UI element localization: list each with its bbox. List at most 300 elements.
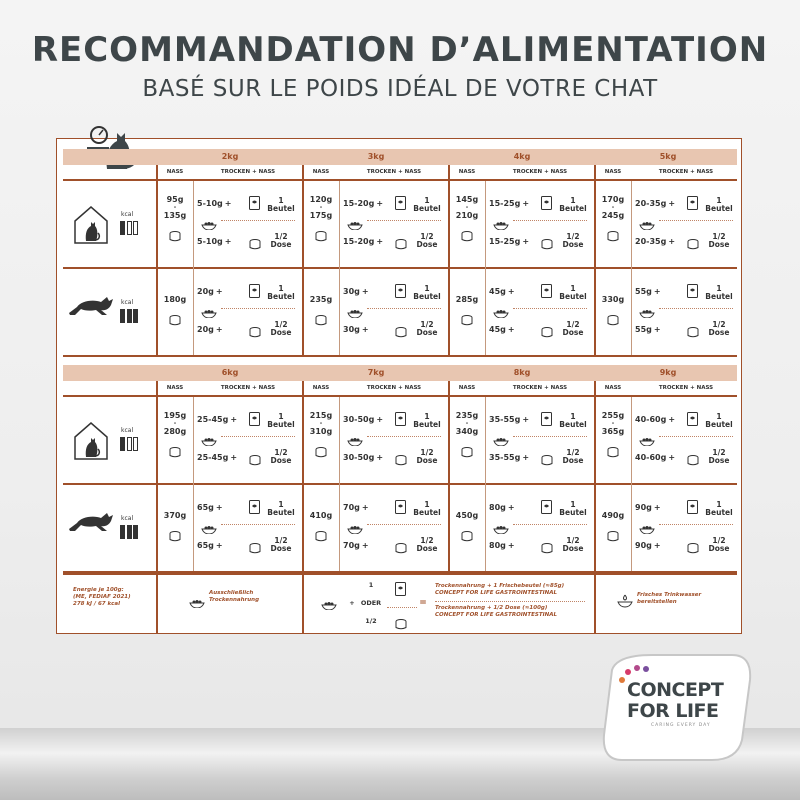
kcal-label: kcal [121,515,134,522]
nass-amount-part: 280g [163,427,187,436]
pouch-word: Beutel [705,204,733,213]
dry-amount-with-pouch [489,199,531,208]
can-icon [541,451,553,470]
nass-amount: 180g [163,295,187,304]
nass-amount-part: - [319,420,323,427]
weight-label: 2kg [221,152,239,161]
nass-amount: 285g [455,295,479,304]
dry-amount-with-can [343,237,385,246]
pouch-count: 1 [278,500,284,509]
pouch-word: Beutel [559,420,587,429]
row-divider [63,355,737,357]
can-word: Dose [270,456,292,465]
col-nass-label: NASS [312,385,330,391]
dry-amount-with-pouch [635,415,677,424]
pouch-icon [395,195,406,214]
dry-amount: 70g [343,541,360,550]
nass-amount-part: - [173,204,177,211]
plus-sign: + [507,503,515,512]
can-fraction: 1/2 [420,536,434,545]
active-cat-icon [67,293,117,321]
pouch-unit [701,413,737,429]
energy-line: (ME, FEDIAF 2021) [73,594,131,600]
pouch-unit [409,501,445,517]
dry-bowl-icon [201,431,217,450]
kcal-label: kcal [121,299,134,306]
pouch-icon [687,411,698,430]
energy-level-bars [120,525,138,539]
col-divider [302,165,304,355]
nass-amount-part: 340g [455,427,479,436]
can-fraction: 1/2 [274,320,288,329]
dry-amount-with-can [197,453,239,462]
can-icon [687,451,699,470]
plus-sign: + [230,453,238,462]
pouch-word: Beutel [705,508,733,517]
col-subdivider [193,397,194,571]
col-mix-label: TROCKEN + NASS [220,169,276,175]
col-mix-label: TROCKEN + NASS [512,385,568,391]
can-unit [263,537,299,553]
dry-amount: 15-25g [489,199,521,208]
pouch-icon [541,411,552,430]
can-word: Dose [416,544,438,553]
legend-can [435,605,595,619]
pouch-icon [687,283,698,302]
can-icon [461,443,473,462]
nass-amount-part: 245g [601,211,625,220]
col-divider [302,381,304,571]
row-divider [63,395,737,397]
weight-label: 5kg [659,152,677,161]
col-nass-label: NASS [458,169,476,175]
energy-level-bars [120,221,138,235]
page-title: RECOMMANDATION D’ALIMENTATION [31,30,769,70]
dry-amount: 70g [343,503,360,512]
col-nass-label: NASS [312,169,330,175]
pouch-word: Beutel [705,420,733,429]
dotted-separator [659,436,733,437]
combo-half: 1/2 [365,617,377,625]
water-bowl-icon [617,593,633,612]
combo-one: 1 [368,581,374,589]
can-icon [315,527,327,546]
pouch-count: 1 [278,196,284,205]
can-word: Dose [416,456,438,465]
dry-bowl-icon [201,303,217,322]
pouch-count: 1 [424,412,430,421]
energy-level-bars [120,309,138,323]
dry-amount-with-pouch [489,503,517,512]
nass-amount-part: 365g [601,427,625,436]
plus-sign: + [522,453,530,462]
nass-amount: 330g [601,295,625,304]
nass-amount-part: - [173,420,177,427]
dry-amount: 15-20g [343,199,375,208]
plus-sign: + [376,237,384,246]
dry-amount: 90g [635,541,652,550]
dry-bowl-icon [493,431,509,450]
dry-bowl-icon [321,595,337,614]
can-unit [263,321,299,337]
nass-amount-part: - [465,420,469,427]
dry-amount: 40-60g [635,453,667,462]
pouch-count: 1 [570,500,576,509]
can-icon [541,235,553,254]
dry-amount: 30-50g [343,453,375,462]
pouch-icon [249,195,260,214]
legend-pouch-line: Trockennahrung + 1 Frischebeutel (≈85g) [435,583,565,589]
dry-amount-with-can [197,237,233,246]
dry-amount-with-can [197,541,225,550]
weight-label: 4kg [513,152,531,161]
can-icon [395,323,407,342]
energy-line: Energie je 100g: [73,587,124,593]
footer-col-divider [594,573,596,633]
plus-sign: + [668,415,676,424]
can-fraction: 1/2 [566,536,580,545]
pouch-icon [541,283,552,302]
nass-amount-part: 215g [309,411,333,420]
plus-sign: + [361,287,369,296]
col-subdivider [631,181,632,355]
weight-label: 3kg [367,152,385,161]
can-fraction: 1/2 [274,448,288,457]
dry-amount: 5-10g [197,199,223,208]
pouch-word: Beutel [559,508,587,517]
active-cat-icon [67,509,117,537]
logo-text [627,680,723,722]
plus-sign: + [507,541,515,550]
dotted-separator [221,308,295,309]
can-word: Dose [416,240,438,249]
can-icon [315,227,327,246]
pouch-count: 1 [716,412,722,421]
can-fraction: 1/2 [712,448,726,457]
dry-bowl-icon [493,303,509,322]
page-subtitle: BASÉ SUR LE POIDS IDÉAL DE VOTRE CHAT [142,76,658,102]
dry-amount-with-pouch [197,415,239,424]
plus-sign: + [668,199,676,208]
plus-sign: + [361,541,369,550]
pouch-word: Beutel [267,420,295,429]
nass-amount [157,195,193,221]
dry-bowl-icon [347,431,363,450]
pouch-icon [249,411,260,430]
dry-amount: 30g [343,287,360,296]
dry-bowl-icon [189,593,205,612]
dry-bowl-icon [347,215,363,234]
plus-sign: + [522,415,530,424]
pouch-icon [687,195,698,214]
can-icon [461,527,473,546]
can-icon [541,539,553,558]
can-unit [263,449,299,465]
can-fraction: 1/2 [420,320,434,329]
dry-only-note [209,590,289,604]
plus-sign: + [215,503,223,512]
col-mix-label: TROCKEN + NASS [366,385,422,391]
pouch-word: Beutel [413,508,441,517]
nass-amount [157,411,193,437]
plus-sign: + [361,503,369,512]
indoor-cat-icon [73,421,109,465]
col-subdivider [193,181,194,355]
dry-bowl-icon [347,303,363,322]
pouch-icon [249,499,260,518]
dotted-separator [221,436,295,437]
nass-amount-part: 175g [309,211,333,220]
col-subdivider [339,397,340,571]
dotted-separator [221,524,295,525]
can-word: Dose [708,328,730,337]
pouch-unit [701,285,737,301]
can-word: Dose [562,328,584,337]
dry-amount-with-pouch [635,287,663,296]
row-divider [63,179,737,181]
logo-line2: FOR LIFE [627,700,719,722]
col-mix-label: TROCKEN + NASS [512,169,568,175]
can-unit [555,233,591,249]
dotted-separator [367,308,441,309]
can-fraction: 1/2 [274,536,288,545]
pouch-unit [555,501,591,517]
nass-amount [449,411,485,437]
can-word: Dose [562,456,584,465]
dry-amount-with-pouch [343,415,385,424]
dotted-separator [435,601,585,602]
pouch-count: 1 [278,412,284,421]
plus-sign: + [215,287,223,296]
dry-amount: 5-10g [197,237,223,246]
dotted-separator [367,220,441,221]
can-unit [409,321,445,337]
pouch-word: Beutel [267,292,295,301]
nass-amount-part: 195g [163,411,187,420]
can-icon [395,235,407,254]
dry-amount-with-can [489,453,531,462]
dry-only-line: Trockennahrung [209,597,260,603]
water-note [637,592,737,606]
plus-sign: + [361,325,369,334]
dry-bowl-icon [201,519,217,538]
nass-amount-part: - [611,420,615,427]
dry-amount: 65g [197,541,214,550]
pouch-icon [395,581,406,600]
can-icon [461,311,473,330]
dry-amount-with-can [197,325,225,334]
can-unit [701,449,737,465]
dry-amount-with-pouch [197,199,233,208]
col-divider [448,381,450,571]
dotted-separator [513,524,587,525]
pouch-count: 1 [716,196,722,205]
nass-amount: 370g [163,511,187,520]
dry-bowl-icon [201,215,217,234]
dry-amount-with-can [343,541,371,550]
col-nass-label: NASS [604,385,622,391]
plus-sign: + [522,237,530,246]
dotted-separator [221,220,295,221]
pouch-count: 1 [278,284,284,293]
dotted-separator [367,524,441,525]
footer-col-divider [156,573,158,633]
can-unit [701,537,737,553]
col-divider [448,165,450,355]
plus-sign: + [668,453,676,462]
dry-amount: 15-25g [489,237,521,246]
pouch-count: 1 [716,500,722,509]
legend-can-line: CONCEPT FOR LIFE GASTROINTESTINAL [435,612,558,618]
can-icon [687,323,699,342]
plus-sign: + [653,503,661,512]
dry-amount-with-can [343,453,385,462]
can-unit [409,537,445,553]
logo-line1: CONCEPT [627,679,724,701]
can-icon [395,451,407,470]
dry-amount: 30-50g [343,415,375,424]
dry-amount: 25-45g [197,453,229,462]
plus-sign: + [224,199,232,208]
dry-bowl-icon [493,215,509,234]
weight-label: 7kg [367,368,385,377]
pouch-count: 1 [570,412,576,421]
dry-amount-with-can [635,453,677,462]
dry-amount: 20-35g [635,237,667,246]
nass-amount-part: 95g [166,195,184,204]
dry-amount: 55g [635,287,652,296]
can-unit [409,449,445,465]
dry-amount-with-can [489,541,517,550]
energy-level-bars [120,437,138,451]
pouch-unit [701,197,737,213]
pouch-unit [263,285,299,301]
pouch-word: Beutel [705,292,733,301]
dry-amount: 65g [197,503,214,512]
combo-plus: + [349,599,355,607]
nass-amount [449,195,485,221]
pouch-word: Beutel [413,204,441,213]
can-fraction: 1/2 [566,448,580,457]
nass-amount-part: - [319,204,323,211]
col-subdivider [631,397,632,571]
dry-amount: 35-55g [489,415,521,424]
dry-amount-with-can [489,237,531,246]
plus-sign: + [215,325,223,334]
kcal-label: kcal [121,427,134,434]
dry-amount: 90g [635,503,652,512]
dry-amount-with-pouch [635,503,663,512]
can-fraction: 1/2 [712,232,726,241]
can-unit [409,233,445,249]
pouch-icon [395,283,406,302]
pouch-unit [409,285,445,301]
can-icon [169,527,181,546]
pouch-count: 1 [424,284,430,293]
dry-amount: 55g [635,325,652,334]
pouch-unit [263,197,299,213]
pouch-count: 1 [716,284,722,293]
col-subdivider [485,181,486,355]
plus-sign: + [507,287,515,296]
plus-sign: + [653,325,661,334]
pouch-unit [409,197,445,213]
dotted-separator [513,308,587,309]
can-word: Dose [270,544,292,553]
logo-tagline: CARING EVERY DAY [651,723,711,728]
col-divider [156,381,158,571]
plus-sign: + [376,199,384,208]
dry-amount-with-can [635,325,663,334]
can-icon [249,323,261,342]
nass-amount-part: 120g [309,195,333,204]
dry-amount: 30g [343,325,360,334]
can-word: Dose [708,544,730,553]
can-fraction: 1/2 [274,232,288,241]
pouch-count: 1 [570,196,576,205]
energy-line: 278 kJ / 67 kcal [73,601,121,607]
can-word: Dose [562,240,584,249]
water-line: bereitstellen [637,599,677,605]
col-nass-label: NASS [166,169,184,175]
pouch-word: Beutel [413,292,441,301]
can-icon [315,311,327,330]
can-word: Dose [270,328,292,337]
can-icon [395,539,407,558]
dry-amount: 20-35g [635,199,667,208]
indoor-cat-icon [73,205,109,249]
legend-pouch-line: CONCEPT FOR LIFE GASTROINTESTINAL [435,590,558,596]
dry-amount: 15-20g [343,237,375,246]
weight-label: 8kg [513,368,531,377]
pouch-word: Beutel [267,508,295,517]
dry-amount-with-pouch [489,415,531,424]
footer-col-divider [302,573,304,633]
can-fraction: 1/2 [712,536,726,545]
dry-amount-with-can [635,541,663,550]
dry-amount-with-pouch [197,287,225,296]
col-divider [156,165,158,355]
dry-amount-with-can [489,325,517,334]
can-unit [555,321,591,337]
pouch-word: Beutel [559,292,587,301]
dotted-separator [659,220,733,221]
can-fraction: 1/2 [566,320,580,329]
dry-amount: 35-55g [489,453,521,462]
kcal-label: kcal [121,211,134,218]
combo-oder: ODER [360,599,382,607]
pouch-icon [395,499,406,518]
col-mix-label: TROCKEN + NASS [220,385,276,391]
nass-amount-part: 255g [601,411,625,420]
pouch-unit [409,413,445,429]
energy-note [73,587,153,608]
can-icon [607,443,619,462]
pouch-unit [263,413,299,429]
can-icon [607,527,619,546]
dry-bowl-icon [639,303,655,322]
row-divider [63,267,737,269]
dry-bowl-icon [493,519,509,538]
col-divider [594,165,596,355]
can-unit [701,321,737,337]
can-icon [169,227,181,246]
row-divider [63,483,737,485]
combo-equals: = [419,598,427,608]
dry-bowl-icon [639,519,655,538]
nass-amount-part: 170g [601,195,625,204]
nass-amount-part: 235g [455,411,479,420]
